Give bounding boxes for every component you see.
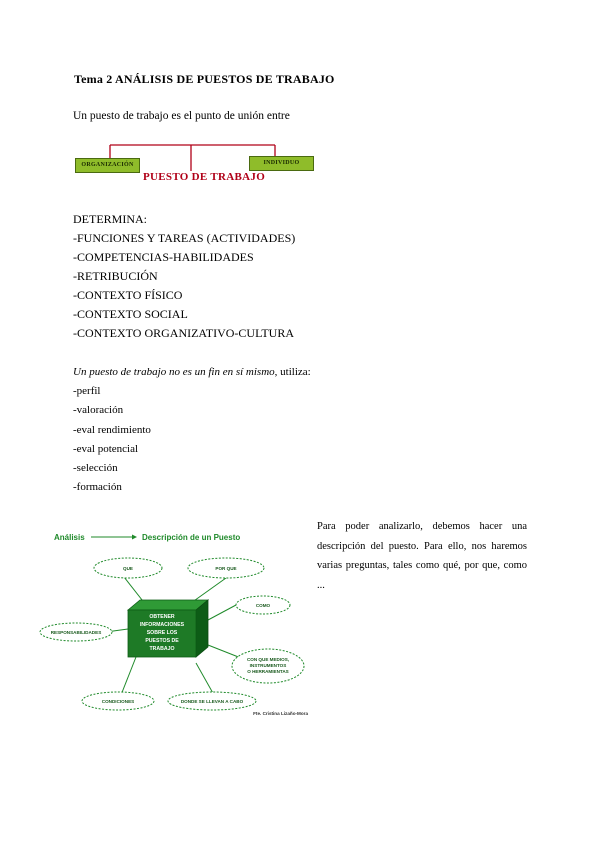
box-line: OBTENER [149,614,175,620]
list-item: -perfil [73,385,101,397]
organizacion-box: ORGANIZACIÓN [75,158,140,173]
individuo-box: INDIVIDUO [249,156,314,171]
list-item: -CONTEXTO SOCIAL [73,307,188,321]
box-line: INFORMACIONES [139,622,185,628]
uses-lead [73,366,311,378]
analysis-diagram [36,525,316,720]
page-title: Tema 2 ANÁLISIS DE PUESTOS DE TRABAJO [74,72,335,86]
puesto-de-trabajo-label: PUESTO DE TRABAJO [143,171,266,183]
uses-lead-rest: , utiliza: [274,366,311,378]
uses-lead-italic: Un puesto de trabajo no es un fin en sí mismo [73,366,275,378]
determina-list [73,210,295,343]
oval-con-que-label-1: CON QUE MEDIOS, [246,657,290,662]
oval-como-label: COMO [255,603,271,608]
box-side [196,600,208,657]
diagram-credit: Fte. Cristina Lizaño-Mora [253,711,308,716]
box-top [128,600,208,610]
list-item: -CONTEXTO FÍSICO [73,288,183,302]
determina-label: DETERMINA: [73,212,147,226]
oval-responsabilidades-label: RESPONSABILIDADES [50,630,102,635]
box-line: PUESTOS DE [145,638,179,644]
oval-donde-label: DONDE SE LLEVAN A CABO [180,699,244,704]
descripcion-title: Descripción de un Puesto [142,533,241,542]
list-item: -eval potencial [73,442,139,455]
oval-con-que-label-3: O HERRAMIENTAS [247,669,289,674]
intro-text: Un puesto de trabajo es el punto de unión entre [73,110,290,122]
list-item: -CONTEXTO ORGANIZATIVO-CULTURA [73,326,294,340]
uses-list [73,382,151,498]
oval-con-que-label-2: INSTRUMENTOS [249,663,287,668]
list-item: -FUNCIONES Y TAREAS (ACTIVIDADES) [73,231,296,245]
arrow-head-icon [132,535,137,540]
list-item: -valoración [73,404,124,417]
description-paragraph: Para poder analizarlo, debemos hacer una descripción del puesto. Para ello, nos haremos varias preguntas, tales como qué, por que, como ... [317,521,527,591]
list-item: -COMPETENCIAS-HABILIDADES [73,250,254,264]
box-line: TRABAJO [149,646,175,652]
oval-condiciones-label: CONDICIONES [101,699,135,704]
list-item: -formación [73,481,122,494]
list-item: -eval rendimiento [73,423,151,436]
oval-que-label: QUE [123,566,133,571]
oval-por-que-label: POR QUE [215,566,237,571]
analysis-title: Análisis [54,533,85,542]
list-item: -selección [73,462,118,475]
box-line: SOBRE LOS [146,630,178,636]
list-item: -RETRIBUCIÓN [73,269,158,283]
